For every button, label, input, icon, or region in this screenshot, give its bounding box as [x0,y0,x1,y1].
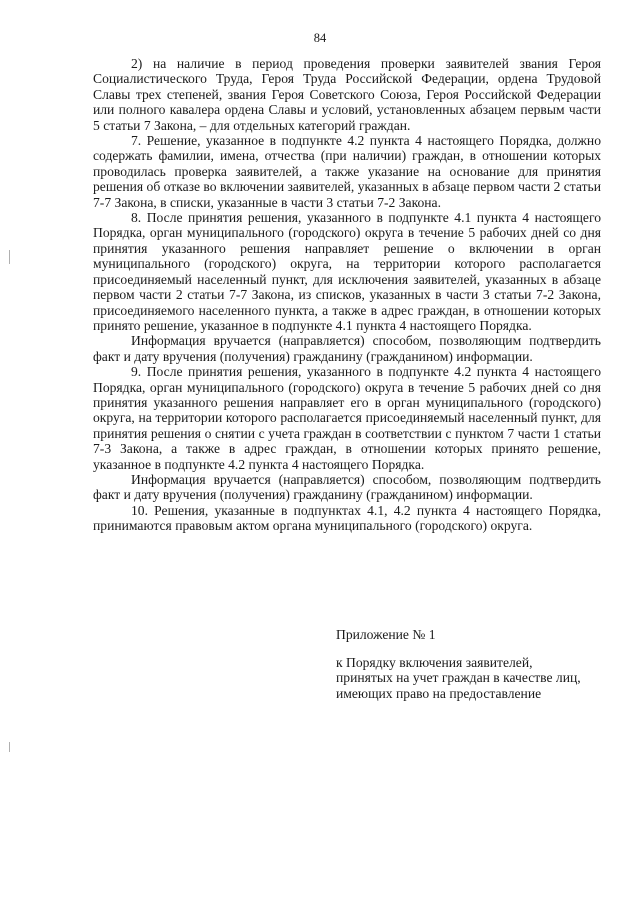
appendix-note-line: имеющих право на предоставление [336,685,542,701]
scan-edge-mark [9,250,10,264]
paragraph-9-info: Информация вручается (направляется) способом, позволяющим подтвердить факт и дату вручения (получения) гражданину (гражданином) информации. [93,471,601,503]
document-body [93,56,601,534]
paragraph-10: 10. Решения, указанные в подпунктах 4.1, 4.2 пункта 4 настоящего Порядка, принимаются правовым актом органа муниципального (городского) округа. [93,502,601,534]
appendix-title: Приложение № 1 [336,627,436,642]
paragraph-8-info: Информация вручается (направляется) способом, позволяющим подтвердить факт и дату вручения (получения) гражданину (гражданином) информации. [93,333,601,364]
appendix-note-line: к Порядку включения заявителей, [336,655,533,670]
paragraph-2-list-item: 2) на наличие в период проведения проверки заявителей звания Героя Социалистического Труда, Героя Труда Российской Федерации, ордена Трудовой Славы трех степеней, звания Героя Советского Союза, Героя Российской Федерации или полного кавалера ордена Славы и условий, установленных абзацем первым части 5 статьи 7 Закона, – для отдельных категорий граждан. [93,56,601,133]
appendix-note [336,655,601,701]
paragraph-7: 7. Решение, указанное в подпункте 4.2 пункта 4 настоящего Порядка, должно содержать фамилии, имена, отчества (при наличии) граждан, в отношении которых проводилась проверка заявителей, а также указание на основание для принятия решения об отказе во включении заявителей, указанных в абзаце первом части 2 статьи 7-7 Закона, в списки, указанные в части 3 статьи 7-2 Закона. [93,133,602,210]
paragraph-8: 8. После принятия решения, указанного в подпункте 4.1 пункта 4 настоящего Порядка, орган муниципального (городского) округа в течение 5 рабочих дней со дня принятия указанного решения направляет решение о включении в орган муниципального (городского) округа, на территории которого располагается присоединяемый населенный пункт, для исключения заявителей, указанных в абзаце первом части 2 статьи 7-7 Закона, из списков, указанных в части 3 статьи 7-2 Закона, присоединяемого населенного пункта, а также в адрес граждан, в отношении которых принято решение, указанное в подпункте 4.1 пункта 4 настоящего Порядка. [93,210,601,333]
paragraph-9: 9. После принятия решения, указанного в подпункте 4.2 пункта 4 настоящего Порядка, орган муниципального (городского) округа в течение 5 рабочих дней со дня принятия указанного решения направляет его в орган муниципального (городского) округа, на территории которого располагается присоединяемый населенный пункт, для принятия решения о снятии с учета граждан в соответствии с пунктом 7 части 1 статьи 7-3 Закона, а также в адрес граждан, в отношении которых принято решение, указанное в подпункте 4.2 пункта 4 настоящего Порядка. [93,364,601,472]
page-number: 84 [313,31,327,45]
scan-edge-mark [9,742,10,752]
appendix-note-line: принятых на учет граждан в качестве лиц, [336,670,581,686]
